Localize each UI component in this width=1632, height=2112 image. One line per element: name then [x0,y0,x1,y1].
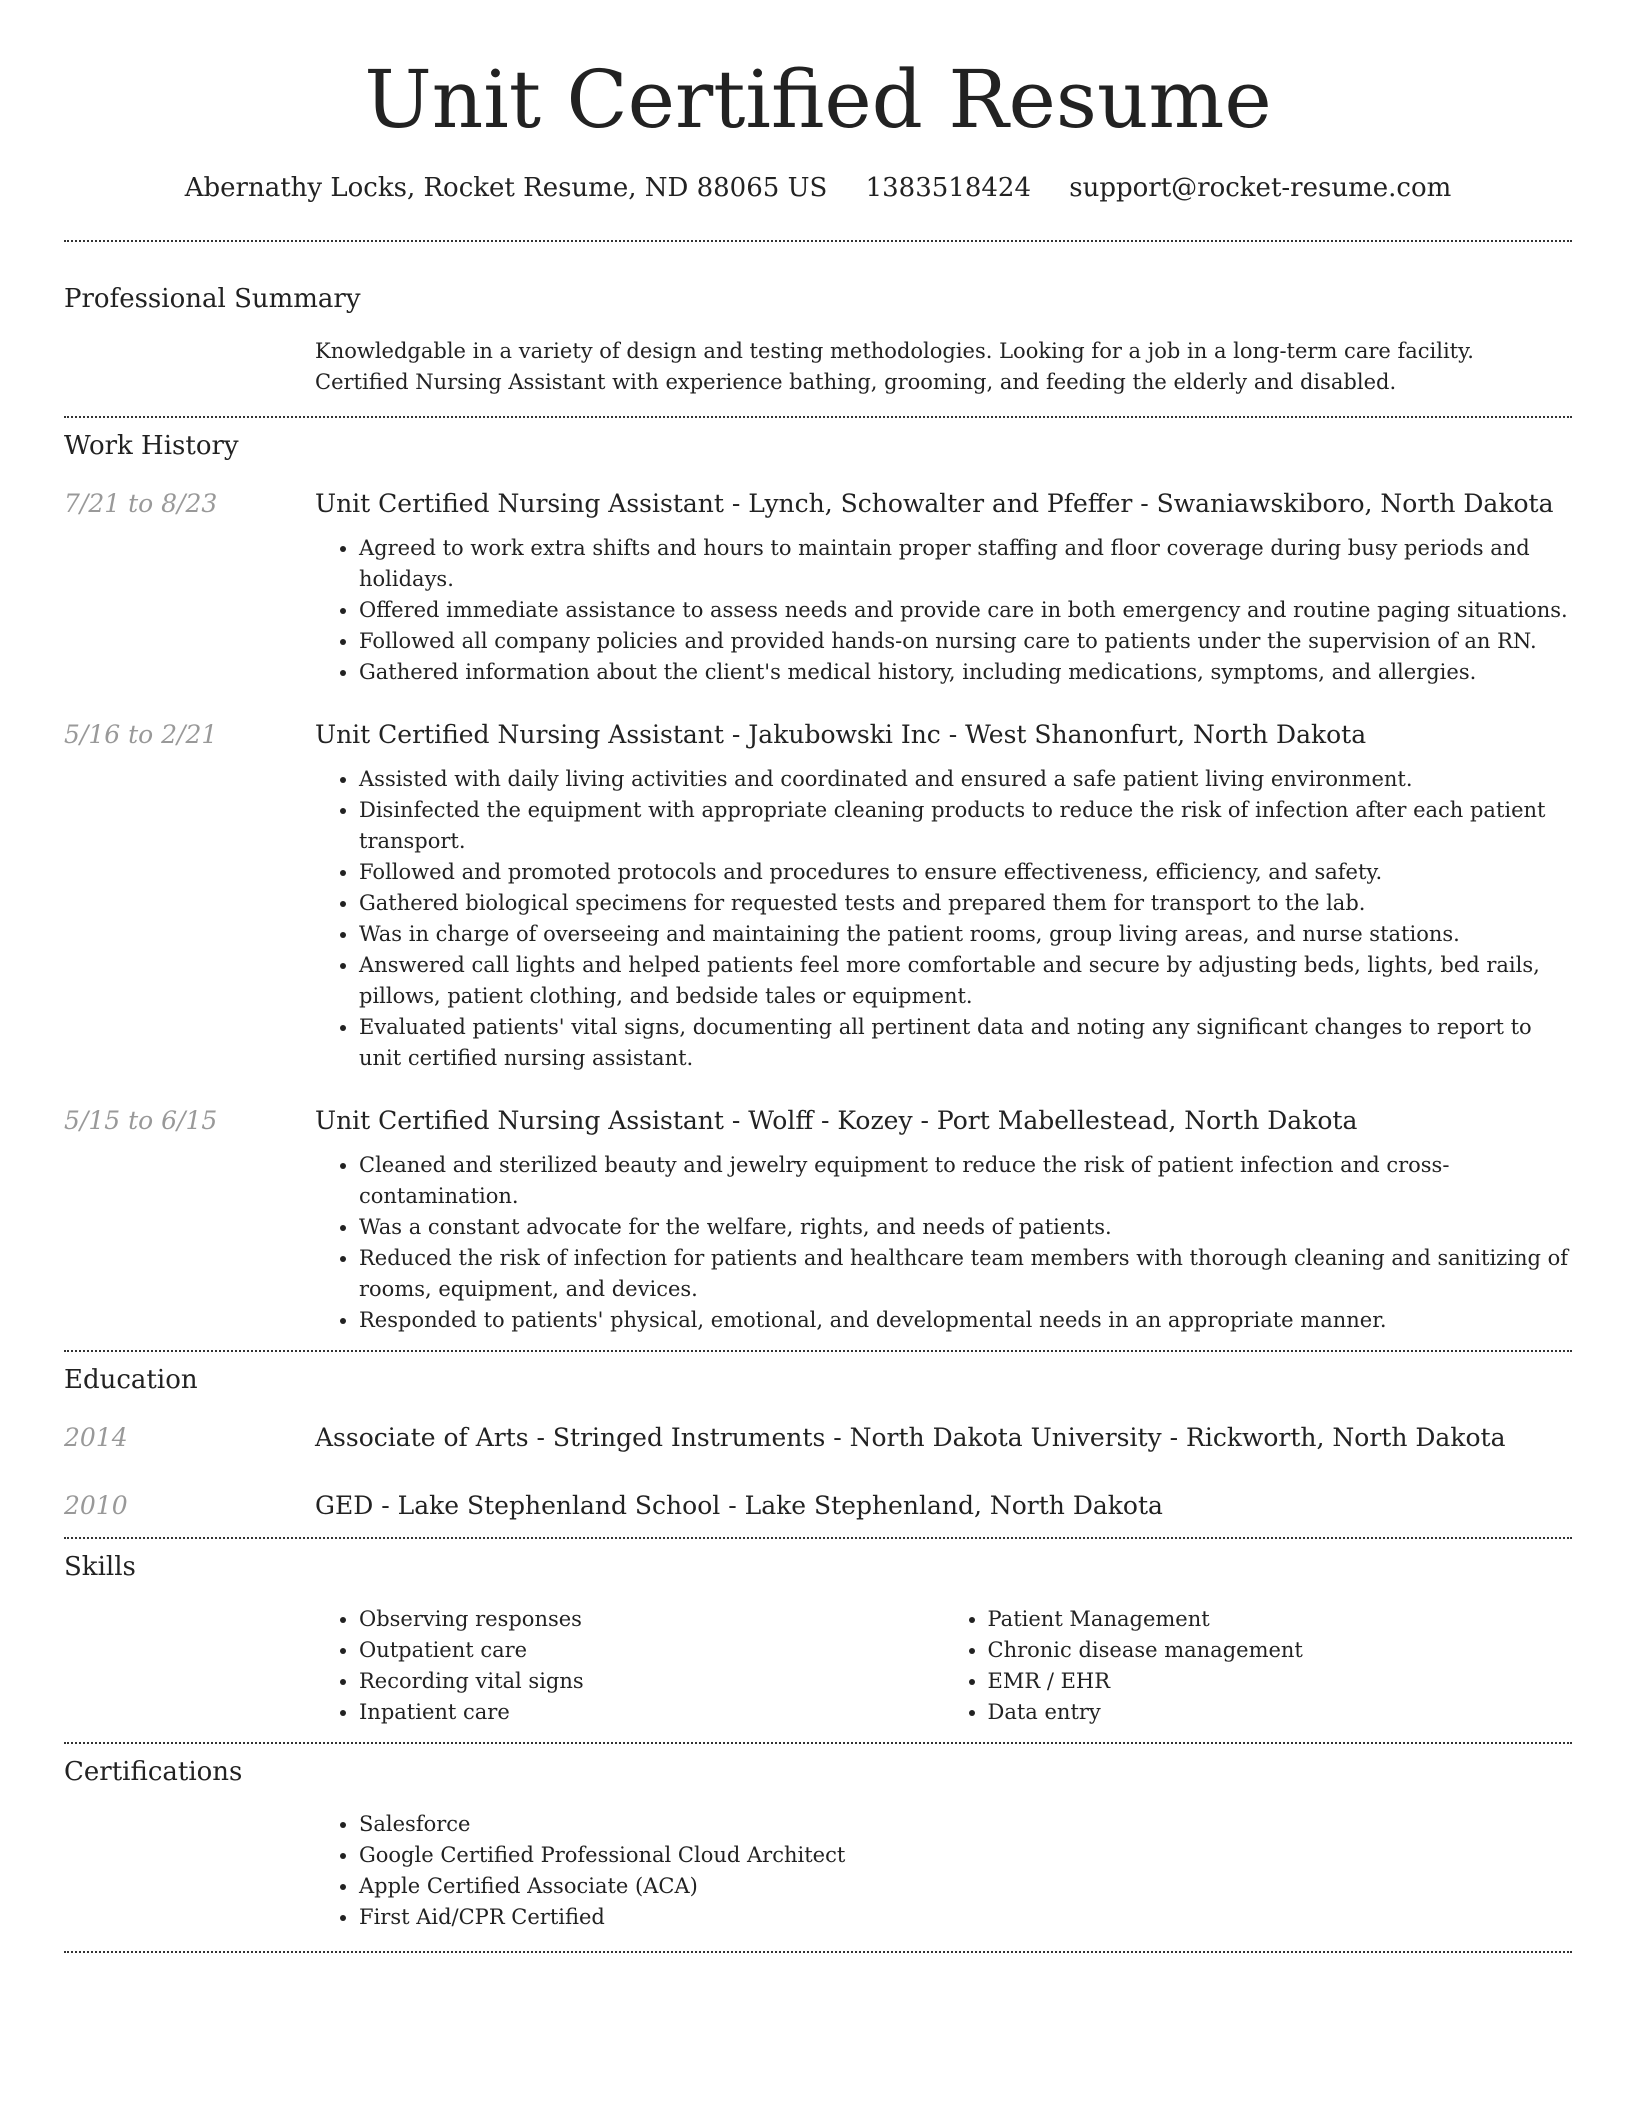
job-entry [64,487,1572,688]
skill-item: • Chronic disease management [988,1635,1573,1666]
job-heading: Unit Certified Nursing Assistant - Jakubowski Inc - West Shanonfurt, North Dakota [315,720,1367,749]
education-entry [64,1421,1572,1455]
certifications-section [64,1744,1572,1933]
skill-item: • Outpatient care [359,1635,944,1666]
section-title-work-history: Work History [64,431,239,461]
education-year: 2010 [64,1491,128,1520]
section-title-skills: Skills [64,1552,136,1582]
education-entry [64,1489,1572,1523]
education-year: 2014 [64,1423,128,1452]
skills-section [64,1539,1572,1728]
contact-line [64,170,1572,206]
work-history-section [64,418,1572,1336]
divider [64,1951,1572,1953]
section-title-certifications: Certifications [64,1757,243,1787]
summary-text: Knowledgable in a variety of design and testing methodologies. Looking for a job in a long-term care facility. Certified Nursing Assistant with experience bathing, grooming, and feeding the elderly and disabled. [315,339,1474,394]
skill-item: • Inpatient care [359,1697,944,1728]
job-bullet: • Was in charge of overseeing and maintaining the patient rooms, group living areas, and nurse stations. [359,919,1572,950]
job-heading: Unit Certified Nursing Assistant - Lynch, Schowalter and Pfeffer - Swaniawskiboro, North Dakota [315,489,1554,518]
job-bullet: • Gathered biological specimens for requested tests and prepared them for transport to the lab. [359,888,1572,919]
job-bullet: • Disinfected the equipment with appropriate cleaning products to reduce the risk of infection after each patient transport. [359,795,1572,857]
skills-list-left [315,1604,944,1728]
contact-phone: 1383518424 [865,173,1031,203]
job-bullet: • Offered immediate assistance to assess needs and provide care in both emergency and routine paging situations. [359,595,1572,626]
section-title-summary: Professional Summary [64,284,361,314]
skill-item: • Recording vital signs [359,1666,944,1697]
job-bullet: • Followed and promoted protocols and procedures to ensure effectiveness, efficiency, and safety. [359,857,1572,888]
resume-header [64,0,1572,206]
skills-columns [315,1604,1572,1728]
education-heading: GED - Lake Stephenland School - Lake Stephenland, North Dakota [315,1491,1163,1520]
certification-item: • Google Certified Professional Cloud Architect [359,1840,1572,1871]
certification-item: • Salesforce [359,1809,1572,1840]
job-bullets [315,533,1572,688]
skill-item: • EMR / EHR [988,1666,1573,1697]
certification-item: • Apple Certified Associate (ACA) [359,1871,1572,1902]
education-section [64,1352,1572,1523]
job-bullet: • Agreed to work extra shifts and hours to maintain proper staffing and floor coverage during busy periods and holidays. [359,533,1572,595]
job-entry [64,718,1572,1074]
section-title-education: Education [64,1365,198,1395]
job-dates: 5/16 to 2/21 [64,720,218,749]
skill-item: • Patient Management [988,1604,1573,1635]
contact-address: Abernathy Locks, Rocket Resume, ND 88065 US [184,173,828,203]
skill-item: • Data entry [988,1697,1573,1728]
job-bullets [315,1150,1572,1336]
job-bullets [315,764,1572,1074]
resume-name: Unit Certified Resume [364,53,1272,146]
certification-item: • First Aid/CPR Certified [359,1902,1572,1933]
job-bullet: • Was a constant advocate for the welfare, rights, and needs of patients. [359,1212,1572,1243]
skill-item: • Observing responses [359,1604,944,1635]
job-dates: 5/15 to 6/15 [64,1106,218,1135]
summary-section [64,242,1572,398]
contact-email: support@rocket-resume.com [1069,173,1452,203]
education-heading: Associate of Arts - Stringed Instruments - North Dakota University - Rickworth, North Dakota [315,1423,1506,1452]
job-bullet: • Answered call lights and helped patients feel more comfortable and secure by adjusting beds, lights, bed rails, pillows, patient clothing, and bedside tales or equipment. [359,950,1572,1012]
job-dates: 7/21 to 8/23 [64,489,218,518]
job-bullet: • Reduced the risk of infection for patients and healthcare team members with thorough cleaning and sanitizing of rooms, equipment, and devices. [359,1243,1572,1305]
skills-list-right [944,1604,1573,1728]
job-bullet: • Gathered information about the client's medical history, including medications, symptoms, and allergies. [359,657,1572,688]
job-bullet: • Followed all company policies and provided hands-on nursing care to patients under the supervision of an RN. [359,626,1572,657]
certifications-list [315,1809,1572,1933]
job-bullet: • Assisted with daily living activities and coordinated and ensured a safe patient living environment. [359,764,1572,795]
job-bullet: • Evaluated patients' vital signs, documenting all pertinent data and noting any significant changes to report to unit certified nursing assistant. [359,1012,1572,1074]
resume-page [64,0,1572,1953]
job-entry [64,1104,1572,1336]
job-bullet: • Responded to patients' physical, emotional, and developmental needs in an appropriate manner. [359,1305,1572,1336]
job-heading: Unit Certified Nursing Assistant - Wolff - Kozey - Port Mabellestead, North Dakota [315,1106,1358,1135]
job-bullet: • Cleaned and sterilized beauty and jewelry equipment to reduce the risk of patient infection and cross-contamination. [359,1150,1572,1212]
